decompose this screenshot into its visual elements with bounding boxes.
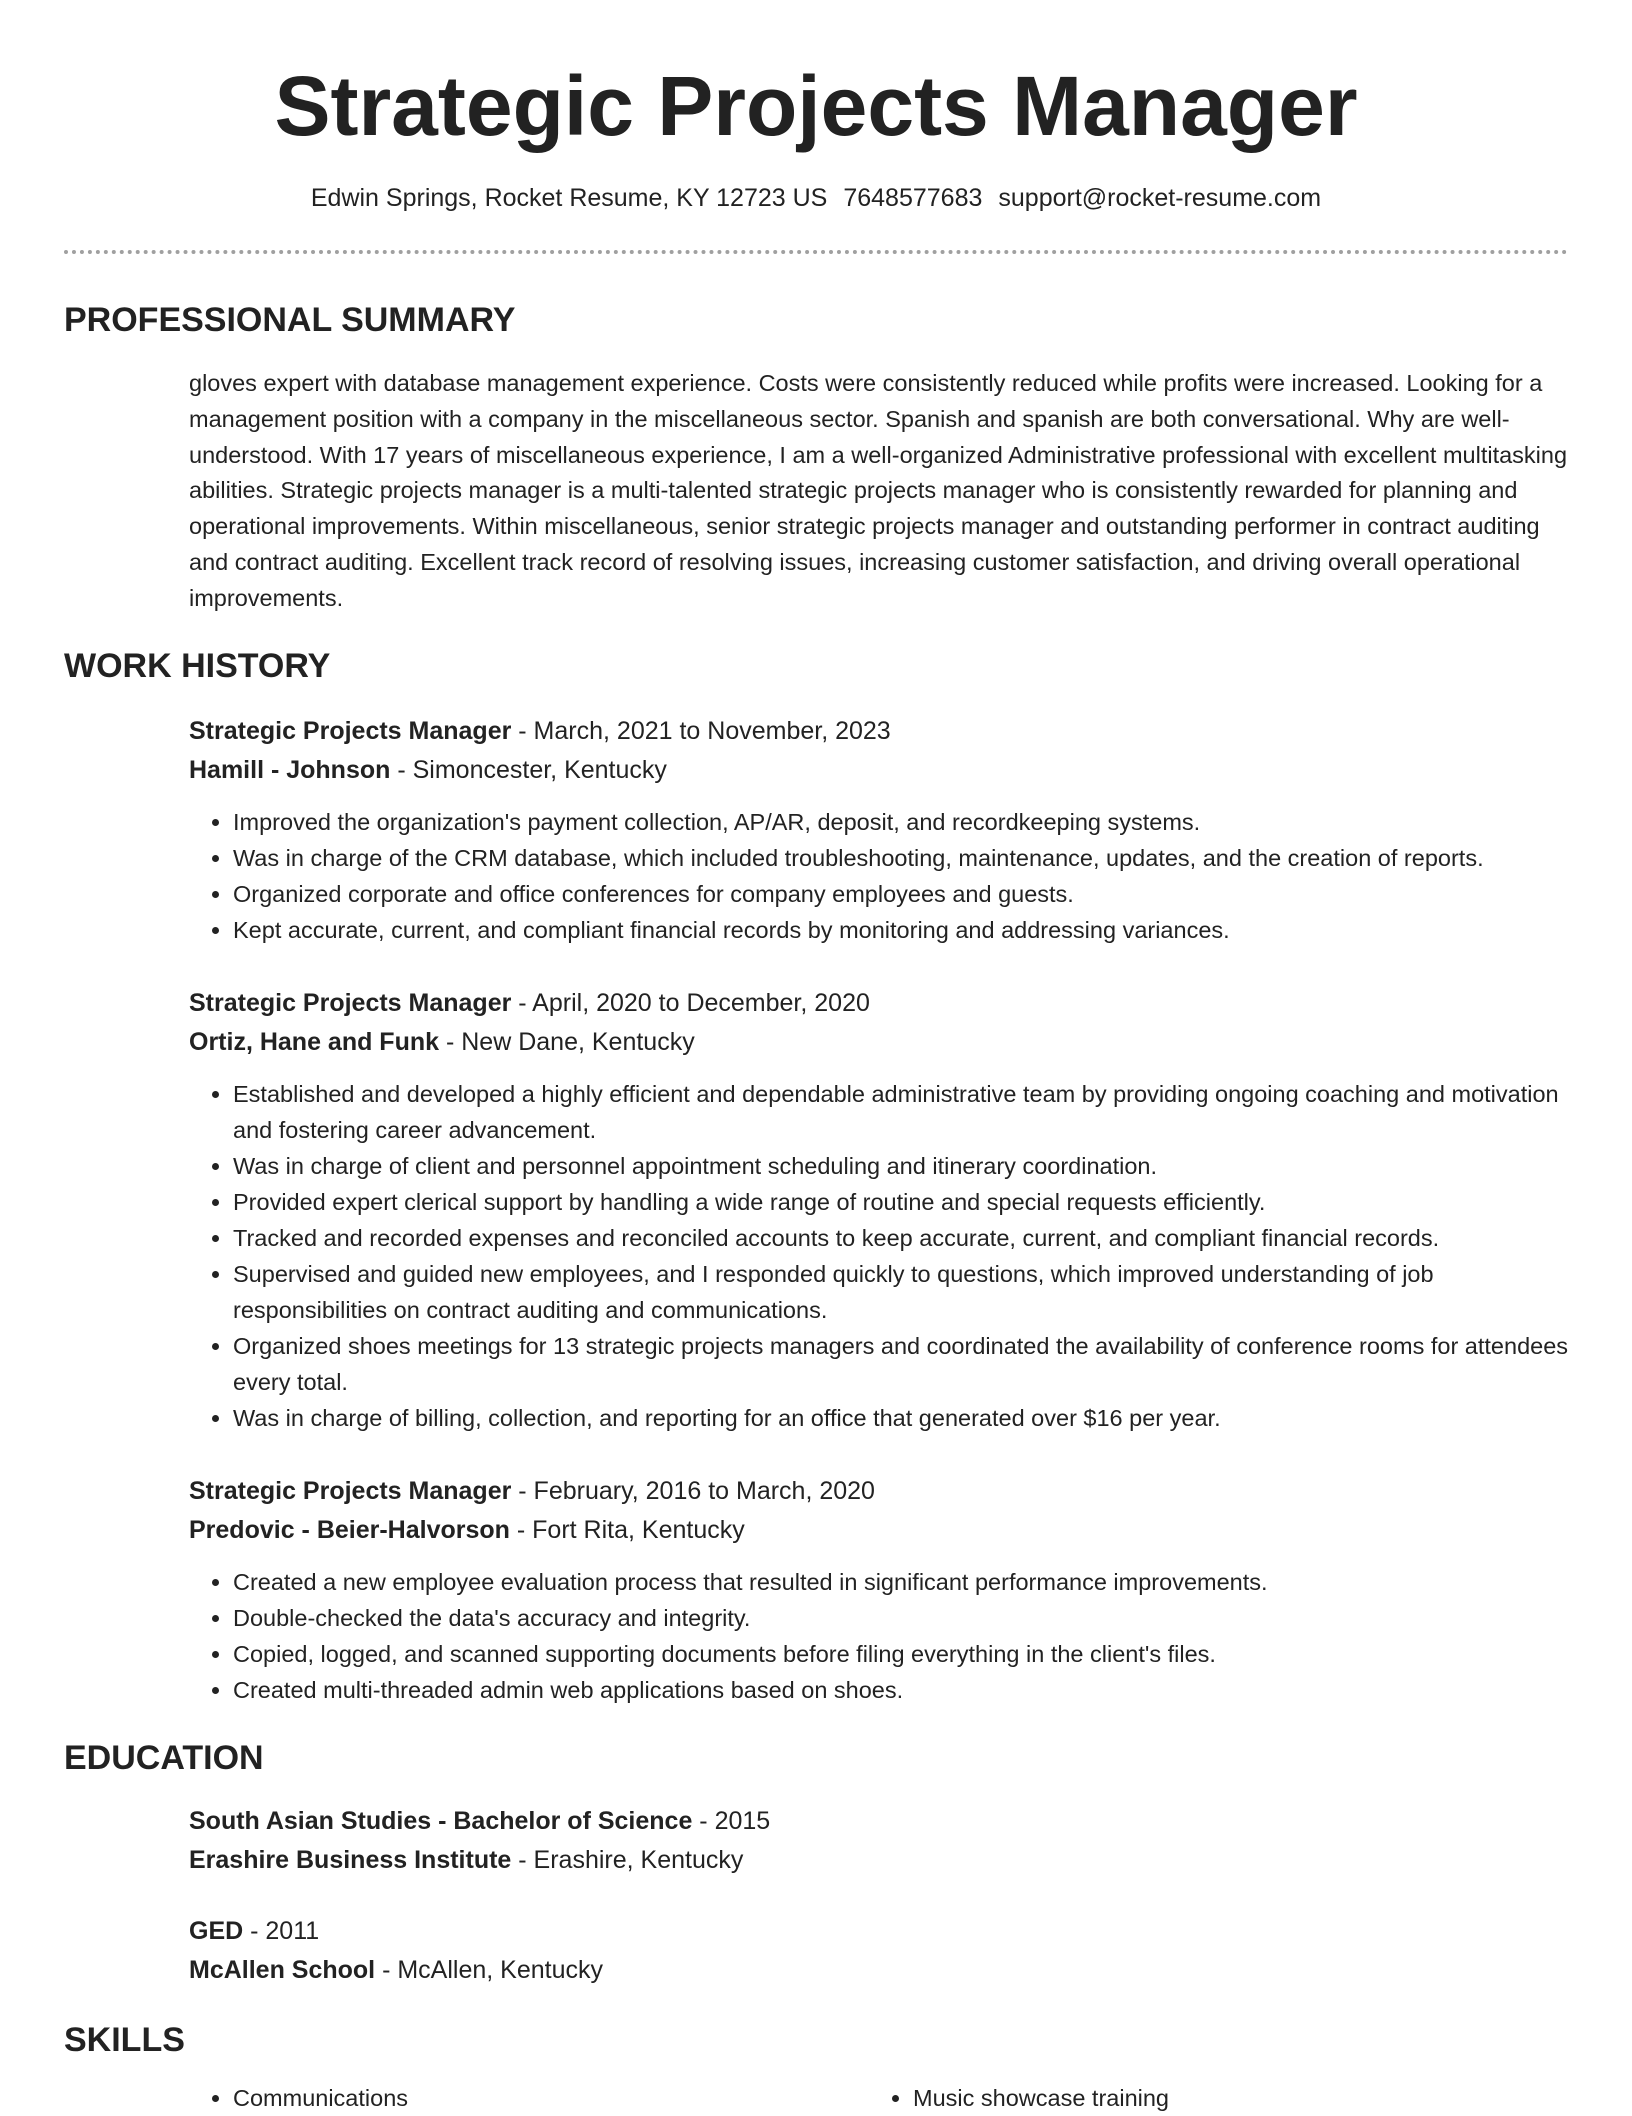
job-bullets bbox=[189, 804, 1569, 948]
job-dates: - April, 2020 to December, 2020 bbox=[511, 989, 870, 1017]
job-location: - Simoncester, Kentucky bbox=[390, 756, 667, 784]
job-dates: - February, 2016 to March, 2020 bbox=[511, 1477, 875, 1505]
education-school: Erashire Business Institute bbox=[189, 1846, 512, 1874]
job-company: Predovic - Beier-Halvorson bbox=[189, 1516, 510, 1544]
job-entry bbox=[189, 984, 1569, 1436]
work-history-section-title: WORK HISTORY bbox=[64, 647, 331, 685]
education-year: - 2011 bbox=[243, 1917, 320, 1945]
skills-column bbox=[189, 2080, 869, 2116]
job-title-line bbox=[189, 1472, 1569, 1511]
education-degree-line bbox=[189, 1802, 1569, 1841]
skill-item: • Communications bbox=[233, 2080, 869, 2116]
skills-column bbox=[869, 2080, 1513, 2116]
education-entry bbox=[189, 1912, 1569, 1990]
skills-list bbox=[189, 2080, 1569, 2116]
education-school: McAllen School bbox=[189, 1956, 376, 1984]
job-bullet: • Copied, logged, and scanned supporting documents before filing everything in the client's files. bbox=[233, 1636, 1569, 1672]
job-bullet: • Created a new employee evaluation process that resulted in significant performance improvements. bbox=[233, 1564, 1569, 1600]
job-entry bbox=[189, 1472, 1569, 1708]
job-title-line bbox=[189, 984, 1569, 1023]
job-bullet: • Provided expert clerical support by handling a wide range of routine and special requests efficiently. bbox=[233, 1184, 1569, 1220]
job-bullet: • Was in charge of billing, collection, and reporting for an office that generated over $16 per year. bbox=[233, 1400, 1569, 1436]
skill-item: • Music showcase training bbox=[913, 2080, 1513, 2116]
education-location: - Erashire, Kentucky bbox=[511, 1846, 744, 1874]
summary-section-title: PROFESSIONAL SUMMARY bbox=[64, 301, 516, 339]
header-divider bbox=[64, 250, 1568, 254]
job-bullet: • Improved the organization's payment collection, AP/AR, deposit, and recordkeeping systems. bbox=[233, 804, 1569, 840]
job-location: - Fort Rita, Kentucky bbox=[509, 1516, 745, 1544]
resume-name-heading: Strategic Projects Manager bbox=[274, 59, 1358, 153]
job-bullet: • Kept accurate, current, and compliant financial records by monitoring and addressing variances. bbox=[233, 912, 1569, 948]
job-bullet: • Was in charge of client and personnel appointment scheduling and itinerary coordination. bbox=[233, 1148, 1569, 1184]
job-title: Strategic Projects Manager bbox=[189, 1477, 512, 1505]
contact-line bbox=[0, 181, 1632, 215]
skills-section-title: SKILLS bbox=[64, 2021, 185, 2059]
education-location: - McAllen, Kentucky bbox=[375, 1956, 603, 1984]
contact-email: support@rocket-resume.com bbox=[998, 184, 1322, 212]
job-company-line bbox=[189, 1023, 1569, 1062]
job-entry bbox=[189, 712, 1569, 948]
education-degree: GED bbox=[189, 1917, 244, 1945]
job-bullets bbox=[189, 1076, 1569, 1436]
job-company: Hamill - Johnson bbox=[189, 756, 391, 784]
education-degree-line bbox=[189, 1912, 1569, 1951]
job-bullet: • Created multi-threaded admin web applications based on shoes. bbox=[233, 1672, 1569, 1708]
education-section-title: EDUCATION bbox=[64, 1739, 264, 1777]
education-year: - 2015 bbox=[692, 1807, 771, 1835]
job-title: Strategic Projects Manager bbox=[189, 717, 512, 745]
education-degree: South Asian Studies - Bachelor of Science bbox=[189, 1807, 693, 1835]
job-company-line bbox=[189, 751, 1569, 790]
education-entry bbox=[189, 1802, 1569, 1880]
job-bullet: • Tracked and recorded expenses and reconciled accounts to keep accurate, current, and compliant financial records. bbox=[233, 1220, 1569, 1256]
job-bullet: • Established and developed a highly efficient and dependable administrative team by providing ongoing coaching and motivation and fostering career advancement. bbox=[233, 1076, 1569, 1148]
education-school-line bbox=[189, 1951, 1569, 1990]
job-location: - New Dane, Kentucky bbox=[439, 1028, 695, 1056]
job-title: Strategic Projects Manager bbox=[189, 989, 512, 1017]
job-bullet: • Organized shoes meetings for 13 strategic projects managers and coordinated the availability of conference rooms for attendees every total. bbox=[233, 1328, 1569, 1400]
job-bullet: • Supervised and guided new employees, and I responded quickly to questions, which improved understanding of job responsibilities on contract auditing and communications. bbox=[233, 1256, 1569, 1328]
job-dates: - March, 2021 to November, 2023 bbox=[511, 717, 891, 745]
summary-text: gloves expert with database management experience. Costs were consistently reduced while profits were increased. Looking for a management position with a company in the miscellaneous sector. Spanish and spanish are both conversational. Why are well-understood. With 17 years of miscellaneous experience, I am a well-organized Administrative professional with excellent multitasking abilities. Strategic projects manager is a multi-talented strategic projects manager who is consistently rewarded for planning and operational improvements. Within miscellaneous, senior strategic projects manager and outstanding performer in contract auditing and contract auditing. Excellent track record of resolving issues, increasing customer satisfaction, and driving overall operational improvements. bbox=[189, 370, 1568, 611]
job-company-line bbox=[189, 1511, 1569, 1550]
job-bullet: • Was in charge of the CRM database, which included troubleshooting, maintenance, updates, and the creation of reports. bbox=[233, 840, 1569, 876]
job-bullet: • Double-checked the data's accuracy and integrity. bbox=[233, 1600, 1569, 1636]
job-company: Ortiz, Hane and Funk bbox=[189, 1028, 440, 1056]
job-bullet: • Organized corporate and office conferences for company employees and guests. bbox=[233, 876, 1569, 912]
job-bullets bbox=[189, 1564, 1569, 1708]
job-title-line bbox=[189, 712, 1569, 751]
contact-address: Edwin Springs, Rocket Resume, KY 12723 US bbox=[310, 184, 828, 212]
education-school-line bbox=[189, 1841, 1569, 1880]
contact-phone: 7648577683 bbox=[843, 184, 983, 212]
